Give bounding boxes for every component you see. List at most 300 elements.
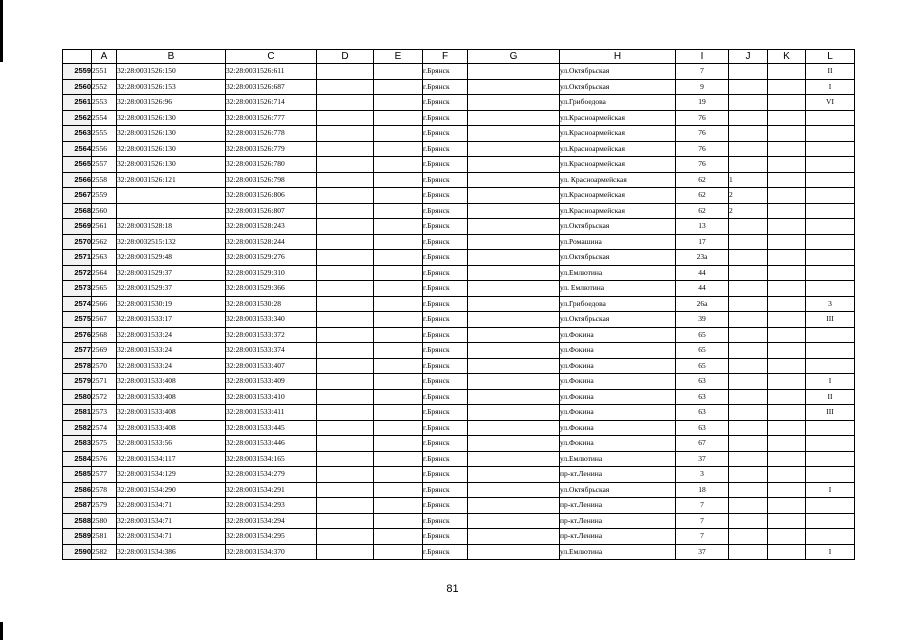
cell-l-apartment[interactable]: 3 [806,296,855,312]
cell-h-street[interactable]: ул. Емлютина [560,281,676,297]
cell-l-apartment[interactable] [806,157,855,173]
cell-g[interactable] [468,203,560,219]
cell-c-cadastral-number[interactable]: 32:28:0031526:807 [226,203,317,219]
cell-g[interactable] [468,405,560,421]
row-number-cell[interactable]: 2577 [63,343,92,359]
cell-c-cadastral-number[interactable]: 32:28:0031526:777 [226,110,317,126]
cell-l-apartment[interactable] [806,420,855,436]
cell-c-cadastral-number[interactable]: 32:28:0031526:687 [226,79,317,95]
cell-d[interactable] [317,110,374,126]
cell-b-cadastral-number[interactable]: 32:28:0031533:408 [117,420,226,436]
cell-f-city[interactable]: г.Брянск [423,219,468,235]
cell-d[interactable] [317,203,374,219]
cell-c-cadastral-number[interactable]: 32:28:0031534:279 [226,467,317,483]
cell-e[interactable] [374,110,423,126]
cell-i-house[interactable]: 76 [676,157,729,173]
cell-d[interactable] [317,374,374,390]
cell-l-apartment[interactable]: II [806,389,855,405]
cell-f-city[interactable]: г.Брянск [423,110,468,126]
cell-b-cadastral-number[interactable]: 32:28:0031533:24 [117,358,226,374]
cell-a[interactable]: 2570 [92,358,117,374]
cell-e[interactable] [374,498,423,514]
cell-j-building[interactable] [729,312,768,328]
cell-b-cadastral-number[interactable]: 32:28:0031533:408 [117,389,226,405]
row-number-cell[interactable]: 2567 [63,188,92,204]
cell-b-cadastral-number[interactable]: 32:28:0031534:71 [117,498,226,514]
cell-l-apartment[interactable] [806,188,855,204]
cell-k[interactable] [768,64,806,80]
cell-b-cadastral-number[interactable]: 32:28:0031528:18 [117,219,226,235]
cell-j-building[interactable] [729,281,768,297]
cell-g[interactable] [468,95,560,111]
row-number-cell[interactable]: 2559 [63,64,92,80]
cell-g[interactable] [468,234,560,250]
cell-d[interactable] [317,436,374,452]
cell-g[interactable] [468,374,560,390]
row-number-cell[interactable]: 2576 [63,327,92,343]
cell-l-apartment[interactable] [806,451,855,467]
cell-k[interactable] [768,327,806,343]
cell-g[interactable] [468,281,560,297]
cell-e[interactable] [374,467,423,483]
cell-k[interactable] [768,281,806,297]
cell-h-street[interactable]: ул.Красноармейская [560,126,676,142]
cell-h-street[interactable]: ул.Октябрьская [560,482,676,498]
cell-k[interactable] [768,343,806,359]
cell-l-apartment[interactable]: III [806,312,855,328]
cell-d[interactable] [317,79,374,95]
cell-g[interactable] [468,529,560,545]
cell-d[interactable] [317,281,374,297]
cell-e[interactable] [374,157,423,173]
cell-d[interactable] [317,296,374,312]
cell-f-city[interactable]: г.Брянск [423,79,468,95]
cell-e[interactable] [374,172,423,188]
cell-f-city[interactable]: г.Брянск [423,327,468,343]
cell-g[interactable] [468,172,560,188]
column-header-j[interactable]: J [729,50,768,64]
cell-e[interactable] [374,327,423,343]
cell-c-cadastral-number[interactable]: 32:28:0031526:798 [226,172,317,188]
cell-l-apartment[interactable] [806,172,855,188]
cell-e[interactable] [374,529,423,545]
row-number-cell[interactable]: 2580 [63,389,92,405]
cell-h-street[interactable]: ул.Фокина [560,343,676,359]
cell-b-cadastral-number[interactable]: 32:28:0031526:150 [117,64,226,80]
cell-i-house[interactable]: 18 [676,482,729,498]
cell-e[interactable] [374,389,423,405]
cell-c-cadastral-number[interactable]: 32:28:0031526:611 [226,64,317,80]
cell-h-street[interactable]: ул.Фокина [560,420,676,436]
cell-h-street[interactable]: ул.Красноармейская [560,141,676,157]
cell-h-street[interactable]: ул.Фокина [560,389,676,405]
cell-g[interactable] [468,498,560,514]
row-number-cell[interactable]: 2581 [63,405,92,421]
cell-e[interactable] [374,405,423,421]
cell-f-city[interactable]: г.Брянск [423,529,468,545]
cell-e[interactable] [374,312,423,328]
cell-e[interactable] [374,358,423,374]
cell-j-building[interactable] [729,343,768,359]
cell-a[interactable]: 2577 [92,467,117,483]
cell-i-house[interactable]: 37 [676,544,729,560]
cell-h-street[interactable]: ул.Октябрьская [560,250,676,266]
row-number-cell[interactable]: 2585 [63,467,92,483]
cell-i-house[interactable]: 62 [676,188,729,204]
row-number-cell[interactable]: 2579 [63,374,92,390]
cell-a[interactable]: 2561 [92,219,117,235]
cell-i-house[interactable]: 3 [676,467,729,483]
cell-l-apartment[interactable] [806,327,855,343]
cell-j-building[interactable] [729,374,768,390]
row-number-cell[interactable]: 2560 [63,79,92,95]
cell-b-cadastral-number[interactable]: 32:28:0031533:17 [117,312,226,328]
cell-a[interactable]: 2568 [92,327,117,343]
cell-e[interactable] [374,203,423,219]
cell-b-cadastral-number[interactable]: 32:28:0031534:290 [117,482,226,498]
cell-c-cadastral-number[interactable]: 32:28:0031533:411 [226,405,317,421]
cell-g[interactable] [468,343,560,359]
cell-a[interactable]: 2580 [92,513,117,529]
cell-c-cadastral-number[interactable]: 32:28:0031534:293 [226,498,317,514]
cell-c-cadastral-number[interactable]: 32:28:0031533:374 [226,343,317,359]
column-header-e[interactable]: E [374,50,423,64]
cell-b-cadastral-number[interactable]: 32:28:0032515:132 [117,234,226,250]
cell-h-street[interactable]: ул.Емлютина [560,544,676,560]
cell-a[interactable]: 2554 [92,110,117,126]
cell-a[interactable]: 2563 [92,250,117,266]
cell-e[interactable] [374,374,423,390]
column-header-k[interactable]: K [768,50,806,64]
cell-l-apartment[interactable] [806,467,855,483]
cell-l-apartment[interactable] [806,126,855,142]
cell-g[interactable] [468,110,560,126]
cell-d[interactable] [317,358,374,374]
cell-k[interactable] [768,141,806,157]
cell-e[interactable] [374,296,423,312]
cell-c-cadastral-number[interactable]: 32:28:0031534:165 [226,451,317,467]
column-header-f[interactable]: F [423,50,468,64]
cell-f-city[interactable]: г.Брянск [423,172,468,188]
row-number-cell[interactable]: 2583 [63,436,92,452]
cell-k[interactable] [768,389,806,405]
column-header-c[interactable]: C [226,50,317,64]
cell-f-city[interactable]: г.Брянск [423,482,468,498]
cell-j-building[interactable] [729,64,768,80]
cell-a[interactable]: 2567 [92,312,117,328]
cell-a[interactable]: 2575 [92,436,117,452]
cell-h-street[interactable]: ул.Красноармейская [560,110,676,126]
cell-e[interactable] [374,95,423,111]
cell-d[interactable] [317,327,374,343]
cell-j-building[interactable] [729,250,768,266]
cell-a[interactable]: 2558 [92,172,117,188]
cell-a[interactable]: 2555 [92,126,117,142]
cell-f-city[interactable]: г.Брянск [423,405,468,421]
cell-c-cadastral-number[interactable]: 32:28:0031533:372 [226,327,317,343]
cell-e[interactable] [374,126,423,142]
cell-g[interactable] [468,544,560,560]
cell-c-cadastral-number[interactable]: 32:28:0031529:276 [226,250,317,266]
cell-d[interactable] [317,405,374,421]
cell-e[interactable] [374,219,423,235]
cell-i-house[interactable]: 39 [676,312,729,328]
cell-h-street[interactable]: ул.Грибоедова [560,95,676,111]
row-number-cell[interactable]: 2586 [63,482,92,498]
cell-i-house[interactable]: 63 [676,405,729,421]
column-header-i[interactable]: I [676,50,729,64]
cell-f-city[interactable]: г.Брянск [423,281,468,297]
cell-k[interactable] [768,250,806,266]
cell-b-cadastral-number[interactable]: 32:28:0031526:130 [117,126,226,142]
cell-b-cadastral-number[interactable]: 32:28:0031533:24 [117,343,226,359]
cell-l-apartment[interactable] [806,529,855,545]
cell-j-building[interactable] [729,234,768,250]
cell-j-building[interactable] [729,529,768,545]
cell-e[interactable] [374,188,423,204]
cell-f-city[interactable]: г.Брянск [423,436,468,452]
cell-g[interactable] [468,79,560,95]
cell-i-house[interactable]: 65 [676,343,729,359]
cell-f-city[interactable]: г.Брянск [423,296,468,312]
cell-l-apartment[interactable] [806,281,855,297]
cell-k[interactable] [768,358,806,374]
cell-d[interactable] [317,64,374,80]
cell-a[interactable]: 2573 [92,405,117,421]
cell-c-cadastral-number[interactable]: 32:28:0031534:295 [226,529,317,545]
cell-d[interactable] [317,498,374,514]
cell-b-cadastral-number[interactable]: 32:28:0031526:153 [117,79,226,95]
cell-k[interactable] [768,529,806,545]
cell-b-cadastral-number[interactable]: 32:28:0031526:130 [117,110,226,126]
cell-d[interactable] [317,513,374,529]
row-number-cell[interactable]: 2566 [63,172,92,188]
cell-i-house[interactable]: 65 [676,358,729,374]
cell-e[interactable] [374,64,423,80]
cell-a[interactable]: 2556 [92,141,117,157]
cell-i-house[interactable]: 37 [676,451,729,467]
cell-k[interactable] [768,436,806,452]
cell-j-building[interactable] [729,544,768,560]
cell-l-apartment[interactable] [806,203,855,219]
cell-h-street[interactable]: ул.Октябрьская [560,64,676,80]
cell-k[interactable] [768,79,806,95]
cell-k[interactable] [768,544,806,560]
cell-d[interactable] [317,141,374,157]
cell-d[interactable] [317,250,374,266]
cell-k[interactable] [768,374,806,390]
cell-l-apartment[interactable]: II [806,64,855,80]
cell-b-cadastral-number[interactable]: 32:28:0031533:24 [117,327,226,343]
cell-d[interactable] [317,420,374,436]
cell-c-cadastral-number[interactable]: 32:28:0031526:778 [226,126,317,142]
cell-h-street[interactable]: ул.Фокина [560,358,676,374]
cell-j-building[interactable] [729,141,768,157]
cell-i-house[interactable]: 67 [676,436,729,452]
cell-l-apartment[interactable] [806,436,855,452]
column-header-h[interactable]: H [560,50,676,64]
cell-c-cadastral-number[interactable]: 32:28:0031534:370 [226,544,317,560]
cell-j-building[interactable] [729,420,768,436]
cell-a[interactable]: 2579 [92,498,117,514]
cell-c-cadastral-number[interactable]: 32:28:0031526:806 [226,188,317,204]
cell-j-building[interactable] [729,327,768,343]
cell-h-street[interactable]: пр-кт.Ленина [560,529,676,545]
cell-c-cadastral-number[interactable]: 32:28:0031526:780 [226,157,317,173]
cell-d[interactable] [317,219,374,235]
cell-l-apartment[interactable] [806,234,855,250]
cell-k[interactable] [768,219,806,235]
cell-l-apartment[interactable]: I [806,482,855,498]
cell-e[interactable] [374,234,423,250]
cell-l-apartment[interactable] [806,498,855,514]
cell-f-city[interactable]: г.Брянск [423,141,468,157]
cell-e[interactable] [374,141,423,157]
cell-c-cadastral-number[interactable]: 32:28:0031534:294 [226,513,317,529]
cell-a[interactable]: 2553 [92,95,117,111]
cell-j-building[interactable] [729,296,768,312]
cell-f-city[interactable]: г.Брянск [423,157,468,173]
cell-g[interactable] [468,265,560,281]
cell-g[interactable] [468,513,560,529]
column-header-d[interactable]: D [317,50,374,64]
cell-a[interactable]: 2557 [92,157,117,173]
cell-i-house[interactable]: 62 [676,172,729,188]
cell-f-city[interactable]: г.Брянск [423,188,468,204]
cell-j-building[interactable] [729,110,768,126]
cell-g[interactable] [468,420,560,436]
cell-i-house[interactable]: 63 [676,374,729,390]
cell-l-apartment[interactable] [806,343,855,359]
column-header-l[interactable]: L [806,50,855,64]
cell-l-apartment[interactable] [806,250,855,266]
row-number-cell[interactable]: 2574 [63,296,92,312]
cell-f-city[interactable]: г.Брянск [423,64,468,80]
cell-k[interactable] [768,312,806,328]
cell-f-city[interactable]: г.Брянск [423,95,468,111]
cell-g[interactable] [468,157,560,173]
cell-f-city[interactable]: г.Брянск [423,265,468,281]
cell-f-city[interactable]: г.Брянск [423,203,468,219]
cell-i-house[interactable]: 65 [676,327,729,343]
cell-f-city[interactable]: г.Брянск [423,312,468,328]
cell-a[interactable]: 2559 [92,188,117,204]
cell-k[interactable] [768,203,806,219]
cell-k[interactable] [768,157,806,173]
cell-d[interactable] [317,172,374,188]
cell-d[interactable] [317,482,374,498]
cell-k[interactable] [768,513,806,529]
cell-a[interactable]: 2576 [92,451,117,467]
cell-j-building[interactable] [729,219,768,235]
cell-g[interactable] [468,312,560,328]
cell-j-building[interactable] [729,451,768,467]
cell-b-cadastral-number[interactable]: 32:28:0031526:130 [117,157,226,173]
cell-a[interactable]: 2551 [92,64,117,80]
cell-i-house[interactable]: 44 [676,265,729,281]
cell-k[interactable] [768,482,806,498]
cell-i-house[interactable]: 7 [676,64,729,80]
cell-b-cadastral-number[interactable]: 32:28:0031534:386 [117,544,226,560]
cell-i-house[interactable]: 76 [676,110,729,126]
cell-d[interactable] [317,451,374,467]
cell-d[interactable] [317,544,374,560]
cell-f-city[interactable]: г.Брянск [423,374,468,390]
cell-b-cadastral-number[interactable]: 32:28:0031530:19 [117,296,226,312]
cell-e[interactable] [374,420,423,436]
cell-c-cadastral-number[interactable]: 32:28:0031533:446 [226,436,317,452]
cell-h-street[interactable]: ул.Ромашина [560,234,676,250]
cell-l-apartment[interactable] [806,141,855,157]
cell-a[interactable]: 2569 [92,343,117,359]
cell-c-cadastral-number[interactable]: 32:28:0031529:310 [226,265,317,281]
cell-h-street[interactable]: ул.Красноармейская [560,157,676,173]
cell-b-cadastral-number[interactable]: 32:28:0031534:129 [117,467,226,483]
cell-a[interactable]: 2562 [92,234,117,250]
cell-j-building[interactable] [729,467,768,483]
cell-h-street[interactable]: пр-кт.Ленина [560,513,676,529]
cell-h-street[interactable]: ул.Красноармейская [560,203,676,219]
cell-h-street[interactable]: ул.Октябрьская [560,79,676,95]
cell-d[interactable] [317,265,374,281]
cell-l-apartment[interactable] [806,513,855,529]
cell-j-building[interactable] [729,482,768,498]
cell-g[interactable] [468,451,560,467]
cell-a[interactable]: 2571 [92,374,117,390]
row-number-cell[interactable]: 2590 [63,544,92,560]
cell-g[interactable] [468,327,560,343]
cell-b-cadastral-number[interactable]: 32:28:0031533:56 [117,436,226,452]
cell-c-cadastral-number[interactable]: 32:28:0031528:244 [226,234,317,250]
cell-f-city[interactable]: г.Брянск [423,343,468,359]
cell-i-house[interactable]: 76 [676,126,729,142]
cell-h-street[interactable]: ул.Фокина [560,436,676,452]
cell-j-building[interactable] [729,157,768,173]
row-number-cell[interactable]: 2582 [63,420,92,436]
cell-e[interactable] [374,343,423,359]
cell-h-street[interactable]: ул.Грибоедова [560,296,676,312]
cell-h-street[interactable]: ул.Октябрьская [560,219,676,235]
row-number-cell[interactable]: 2571 [63,250,92,266]
cell-e[interactable] [374,281,423,297]
cell-l-apartment[interactable] [806,110,855,126]
cell-g[interactable] [468,358,560,374]
cell-g[interactable] [468,467,560,483]
cell-g[interactable] [468,296,560,312]
cell-b-cadastral-number[interactable]: 32:28:0031526:130 [117,141,226,157]
cell-j-building[interactable] [729,265,768,281]
cell-j-building[interactable] [729,436,768,452]
cell-a[interactable]: 2578 [92,482,117,498]
row-number-cell[interactable]: 2564 [63,141,92,157]
cell-h-street[interactable]: ул.Фокина [560,374,676,390]
cell-g[interactable] [468,188,560,204]
cell-b-cadastral-number[interactable] [117,188,226,204]
cell-c-cadastral-number[interactable]: 32:28:0031526:779 [226,141,317,157]
cell-f-city[interactable]: г.Брянск [423,420,468,436]
cell-g[interactable] [468,482,560,498]
cell-l-apartment[interactable]: III [806,405,855,421]
cell-d[interactable] [317,234,374,250]
cell-l-apartment[interactable]: I [806,79,855,95]
cell-i-house[interactable]: 63 [676,389,729,405]
cell-f-city[interactable]: г.Брянск [423,358,468,374]
cell-i-house[interactable]: 23а [676,250,729,266]
cell-i-house[interactable]: 7 [676,498,729,514]
cell-i-house[interactable]: 44 [676,281,729,297]
row-number-cell[interactable]: 2587 [63,498,92,514]
cell-k[interactable] [768,467,806,483]
